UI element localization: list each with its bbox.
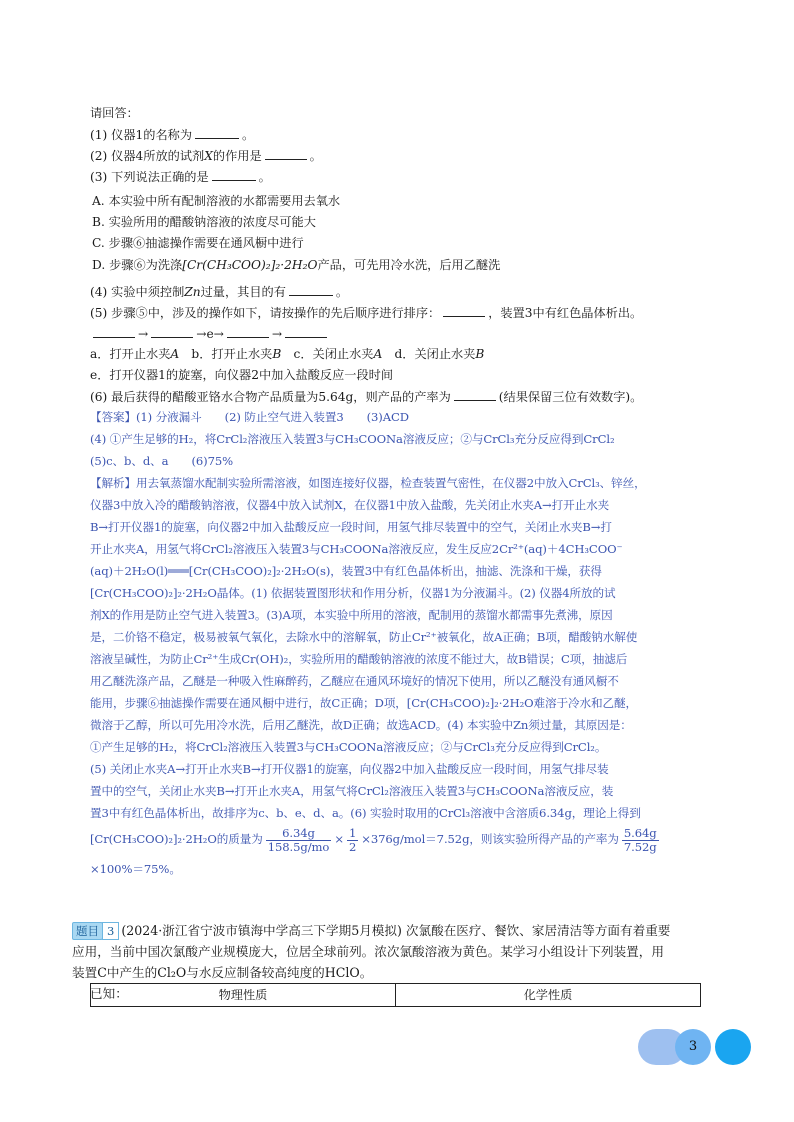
question-3: 题目 3 (2024·浙江省宁波市镇海中学高三下学期5月模拟) 次氯酸在医疗、餐饮、家居清洁等方面有着重要 应用，当前中国次氯酸产业规模庞大，位居全球前列。浓次氯酸溶液为黄色。某学习小组设计下列装置，用 装置C中产生的Cl₂O与水反应制备较高纯度的HClO。 已知：	[72, 920, 712, 1004]
analysis-label: 【解析】	[90, 476, 136, 490]
page-number: 3	[675, 1029, 711, 1065]
operations-abcd: a．打开止水夹A b．打开止水夹B c．关闭止水夹A d．关闭止水夹B	[90, 347, 485, 361]
analysis-line: 能用，步骤⑥抽滤操作需要在通风橱中进行，故C正确；D项，[Cr(CH₃COO)₂]₂·2H₂O难溶于冷水和乙醚，	[90, 696, 637, 710]
answer-line-2: (4) ①产生足够的H₂，将CrCl₂溶液压入装置3与CH₃COONa溶液反应；②与CrCl₃充分反应得到CrCl₂	[90, 432, 615, 446]
analysis-line: [Cr(CH₃COO)₂]₂·2H₂O晶体。(1) 依据装置图形状和作用分析，仪器1为分液漏斗。(2) 仪器4所放的试	[90, 586, 616, 600]
question-number: 3	[102, 922, 119, 940]
analysis-calculation: [Cr(CH₃COO)₂]₂·2H₂O的质量为 $\frac{6.34g}{158.5g/mo}$ × $\frac{1}{2}$ ×376g/mol＝7.52g，则该实验所得产品的产率为 $\frac{5.64g}{7.52g}$	[90, 825, 657, 854]
analysis-result: ×100%＝75%。	[90, 862, 181, 876]
answer-blank[interactable]	[454, 387, 496, 401]
analysis-line: (5) 关闭止水夹A→打开止水夹B→打开仪器1的旋塞，向仪器2中加入盐酸反应一段时间，用氢气排尽装	[90, 762, 609, 776]
sequence-blank-3[interactable]	[227, 324, 269, 338]
analysis-line: 仪器3中放入冷的醋酸钠溶液，仪器4中放入试剂X，在仪器1中放入盐酸，先关闭止水夹A→打开止水夹	[90, 498, 610, 512]
operation-e: e．打开仪器1的旋塞，向仪器2中加入盐酸反应一段时间	[90, 368, 394, 382]
answer-blank[interactable]	[195, 125, 239, 139]
sequence-blank-4[interactable]	[285, 324, 327, 338]
analysis-line: 溶液呈碱性，为防止Cr²⁺生成Cr(OH)₂，实验所用的醋酸钠溶液的浓度不能过大，故B错误；C项，抽滤后	[90, 652, 628, 666]
fraction-mass: $\frac{6.34g}{158.5g/mo}$	[267, 825, 330, 854]
analysis-line: ①产生足够的H₂，将CrCl₂溶液压入装置3与CH₃COONa溶液反应；②与CrCl₃充分反应得到CrCl₂。	[90, 740, 607, 754]
question-2-5: (5) 步骤⑤中，涉及的操作如下，请按操作的先后顺序进行排序： ，装置3中有红色晶体析出。	[90, 303, 642, 322]
properties-table	[90, 983, 701, 1007]
answer-blank[interactable]	[265, 146, 307, 160]
answer-line-3: (5)c、b、d、a (6)75%	[90, 454, 234, 468]
analysis-line: 置3中有红色晶体析出，故排序为c、b、e、d、a。(6) 实验时取用的CrCl₃溶液中含溶质6.34g，理论上得到	[90, 806, 641, 820]
table-header-physical: 物理性质	[91, 984, 396, 1006]
question-2-6: (6) 最后获得的醋酸亚铬水合物产品质量为5.64g，则产品的产率为 (结果保留三位有效数字)。	[90, 387, 642, 406]
option-c: C. 步骤⑥抽滤操作需要在通风橱中进行	[92, 236, 304, 250]
analysis-line: (aq)＋2H₂O(l)═══[Cr(CH₃COO)₂]₂·2H₂O(s)，装置3中有红色晶体析出，抽滤、洗涤和干燥，获得	[90, 564, 602, 578]
analysis-line: 用乙醚洗涤产品，乙醚是一种吸入性麻醉药，乙醚应在通风环境好的情况下使用，所以乙醚没有通风橱不	[90, 674, 619, 688]
question-tag: 题目	[72, 922, 103, 940]
known-label: 已知：	[90, 986, 128, 1001]
analysis-line: 是，二价铬不稳定，极易被氧气氧化，去除水中的溶解氧，防止Cr²⁺被氧化，故A正确；B项，醋酸钠水解使	[90, 630, 638, 644]
answer-blank[interactable]	[289, 282, 333, 296]
analysis-line: 微溶于乙醇，所以可先用冷水洗，后用乙醚洗，故D正确；故选ACD。(4) 本实验中Zn须过量，其原因是：	[90, 718, 632, 732]
fraction-half: $\frac{1}{2}$	[348, 825, 357, 854]
answer-line-1: 【答案】(1) 分液漏斗 (2) 防止空气进入装置3 (3)ACD	[90, 410, 409, 424]
page-badge-right	[715, 1029, 751, 1065]
sequence-blank-1[interactable]	[93, 324, 135, 338]
answer-blank[interactable]	[443, 303, 485, 317]
analysis-line: 开止水夹A，用氢气将CrCl₂溶液压入装置3与CH₃COONa溶液反应，发生反应2Cr²⁺(aq)＋4CH₃COO⁻	[90, 542, 623, 556]
analysis-line: B→打开仪器1的旋塞，向仪器2中加入盐酸反应一段时间，用氢气排尽装置中的空气，关闭止水夹B→打	[90, 520, 612, 534]
question-intro: 请回答：	[90, 106, 139, 120]
analysis-line: 【解析】用去氧蒸馏水配制实验所需溶液，如图连接好仪器，检查装置气密性，在仪器2中放入CrCl₃、锌丝，	[90, 476, 646, 490]
answer-label: 【答案】	[90, 410, 136, 424]
fraction-yield: $\frac{5.64g}{7.52g}$	[623, 825, 657, 854]
sequence-blanks: → →e→ →	[90, 324, 330, 343]
question-2-2: (2) 仪器4所放的试剂X的作用是 。	[90, 146, 322, 165]
table-header-chemical: 化学性质	[523, 988, 573, 1002]
analysis-line: 置中的空气，关闭止水夹B→打开止水夹A，用氢气将CrCl₂溶液压入装置3与CH₃COONa溶液反应，装	[90, 784, 614, 798]
question-2-3: (3) 下列说法正确的是 。	[90, 167, 271, 186]
option-d: D. 步骤⑥为洗涤[Cr(CH₃COO)₂]₂·2H₂O产品，可先用冷水洗，后用乙醚洗	[92, 258, 501, 272]
question-2-4: (4) 实验中须控制Zn过量，其目的有 。	[90, 282, 348, 301]
question-2-1: (1) 仪器1的名称为 。	[90, 125, 254, 144]
answer-blank[interactable]	[212, 167, 256, 181]
sequence-blank-2[interactable]	[151, 324, 193, 338]
analysis-line: 剂X的作用是防止空气进入装置3。(3)A项，本实验中所用的溶液，配制用的蒸馏水都需事先煮沸，原因	[90, 608, 613, 622]
option-a: A. 本实验中所有配制溶液的水都需要用去氧水	[92, 194, 341, 208]
option-b: B. 实验所用的醋酸钠溶液的浓度尽可能大	[92, 215, 316, 229]
